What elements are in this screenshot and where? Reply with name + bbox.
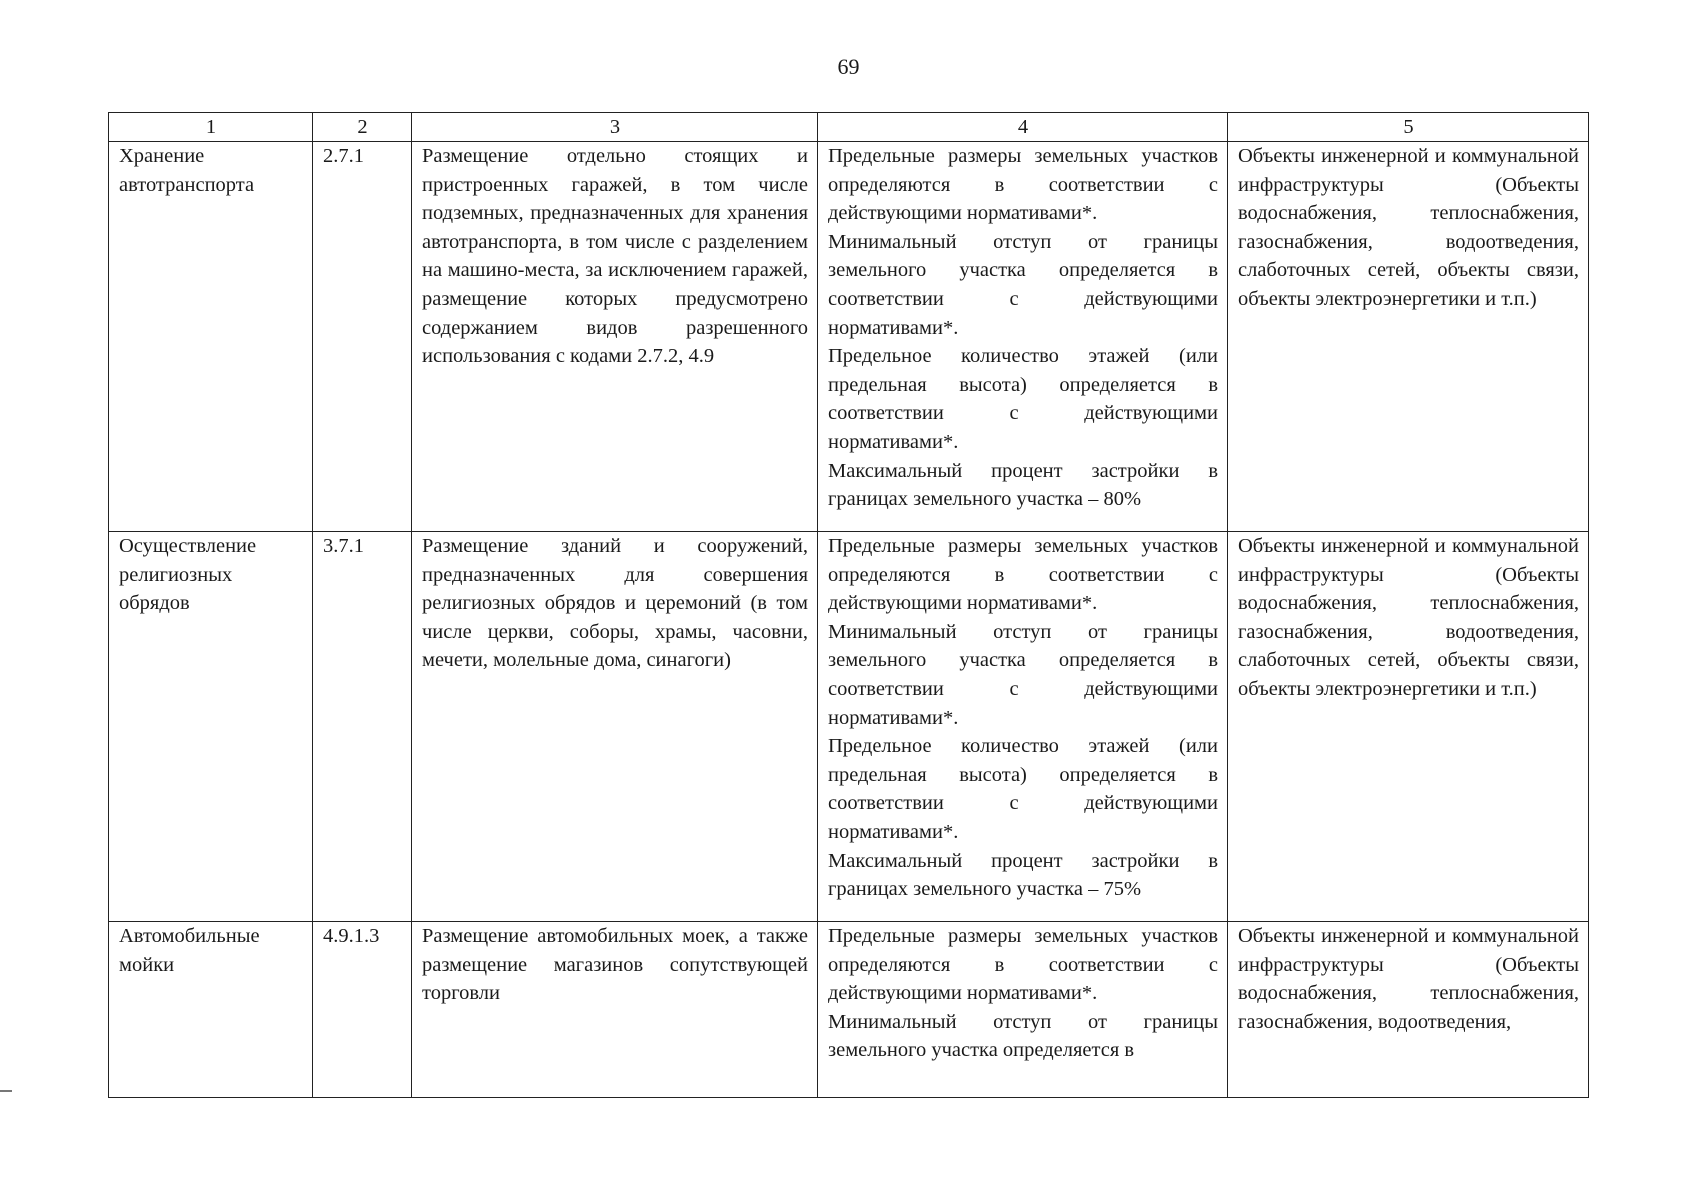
use-type-description: Размещение зданий и сооружений, предназначенных для совершения религиозных обрядов и церемоний (в том числе церкви, соборы, храмы, часовни, мечети, молельные дома, синагоги) bbox=[412, 532, 818, 922]
parameter-coverage: Максимальный процент застройки в границах земельного участка – 80% bbox=[828, 459, 1218, 511]
parameter-setback: Минимальный отступ от границы земельного участка определяется в bbox=[828, 1010, 1218, 1062]
parameter-setback: Минимальный отступ от границы земельного участка определяется в соответствии с действующими нормативами*. bbox=[828, 230, 1218, 339]
use-type-parameters bbox=[818, 532, 1228, 922]
use-type-parameters bbox=[818, 142, 1228, 532]
use-type-name: Осуществление религиозных обрядов bbox=[109, 532, 313, 922]
use-type-description: Размещение отдельно стоящих и пристроенных гаражей, в том числе подземных, предназначенных для хранения автотранспорта, в том числе с разделением на машино-места, за исключением гаражей, размещение которых предусмотрено содержанием видов разрешенного использования с кодами 2.7.2, 4.9 bbox=[412, 142, 818, 532]
parameter-plot-size: Предельные размеры земельных участков определяются в соответствии с действующими нормативами*. bbox=[828, 925, 1218, 1005]
header-col-2: 2 bbox=[313, 113, 412, 142]
scan-edge-mark bbox=[0, 1090, 12, 1092]
auxiliary-objects: Объекты инженерной и коммунальной инфраструктуры (Объекты водоснабжения, теплоснабжения, газоснабжения, водоотведения, слаботочных сетей, объекты связи, объекты электроэнергетики и т.п.) bbox=[1228, 142, 1589, 532]
header-col-3: 3 bbox=[412, 113, 818, 142]
parameter-floors: Предельное количество этажей (или предельная высота) определяется в соответствии с действующими нормативами*. bbox=[828, 345, 1218, 453]
parameter-floors: Предельное количество этажей (или предельная высота) определяется в соответствии с действующими нормативами*. bbox=[828, 735, 1218, 843]
page-number: 69 bbox=[837, 54, 860, 79]
parameter-coverage: Максимальный процент застройки в границах земельного участка – 75% bbox=[828, 849, 1218, 901]
table-row bbox=[109, 532, 1589, 922]
use-type-code: 2.7.1 bbox=[313, 142, 412, 532]
use-type-description: Размещение автомобильных моек, а также размещение магазинов сопутствующей торговли bbox=[412, 922, 818, 1098]
table-row bbox=[109, 922, 1589, 1098]
use-type-code: 4.9.1.3 bbox=[313, 922, 412, 1098]
table-row bbox=[109, 142, 1589, 532]
parameter-setback: Минимальный отступ от границы земельного участка определяется в соответствии с действующими нормативами*. bbox=[828, 620, 1218, 729]
table-header-row bbox=[109, 113, 1589, 142]
parameter-plot-size: Предельные размеры земельных участков определяются в соответствии с действующими нормативами*. bbox=[828, 145, 1218, 225]
use-type-name: Хранение автотранспорта bbox=[109, 142, 313, 532]
header-col-1: 1 bbox=[109, 113, 313, 142]
use-type-name: Автомобильные мойки bbox=[109, 922, 313, 1098]
land-use-table bbox=[108, 112, 1589, 1098]
auxiliary-objects: Объекты инженерной и коммунальной инфраструктуры (Объекты водоснабжения, теплоснабжения, газоснабжения, водоотведения, bbox=[1228, 922, 1589, 1098]
header-col-5: 5 bbox=[1228, 113, 1589, 142]
header-col-4: 4 bbox=[818, 113, 1228, 142]
parameter-plot-size: Предельные размеры земельных участков определяются в соответствии с действующими нормативами*. bbox=[828, 535, 1218, 615]
use-type-parameters bbox=[818, 922, 1228, 1098]
auxiliary-objects: Объекты инженерной и коммунальной инфраструктуры (Объекты водоснабжения, теплоснабжения, газоснабжения, водоотведения, слаботочных сетей, объекты связи, объекты электроэнергетики и т.п.) bbox=[1228, 532, 1589, 922]
use-type-code: 3.7.1 bbox=[313, 532, 412, 922]
